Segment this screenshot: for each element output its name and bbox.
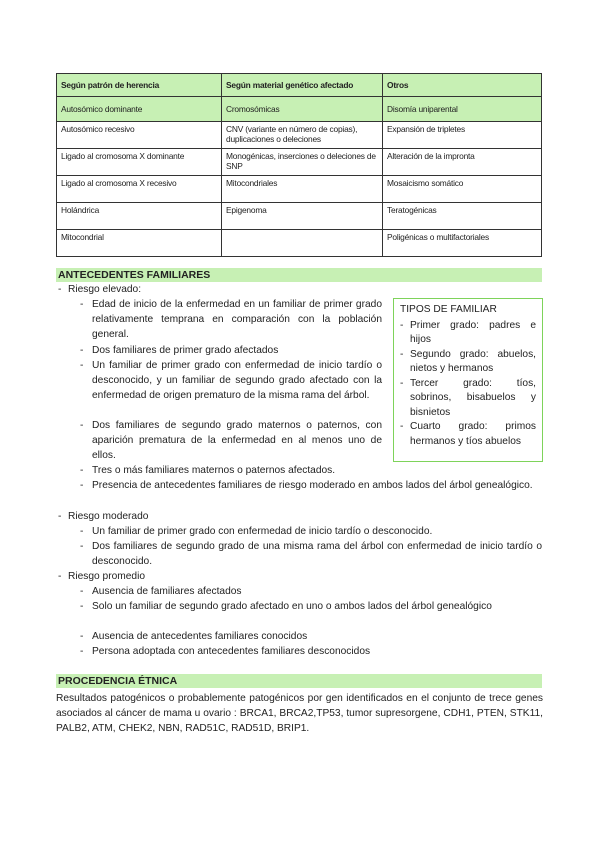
list-item: - Segundo grado: abuelos, nietos y hermanos	[400, 348, 536, 374]
section-title-antecedentes: ANTECEDENTES FAMILIARES	[56, 268, 542, 282]
list-item: - Tercer grado: tíos, sobrinos, bisabuelos y bisnietos	[400, 377, 536, 418]
table-row	[57, 230, 542, 257]
table-cell: Teratogénicas	[383, 203, 542, 230]
table-cell: Monogénicas, inserciones o deleciones de SNP	[222, 149, 383, 176]
list-item: - Dos familiares de segundo grado maternos o paternos, con aparición prematura de la enfermedad en al menos uno de ellos.	[80, 420, 382, 461]
table-cell: Holándrica	[57, 203, 222, 230]
list-item: - Presencia de antecedentes familiares de riesgo moderado en ambos lados del árbol genealógico.	[80, 480, 533, 491]
list-item: - Solo un familiar de segundo grado afectado en uno o ambos lados del árbol genealógico	[80, 601, 492, 612]
list-item: - Cuarto grado: primos hermanos y tíos abuelos	[400, 421, 536, 447]
inheritance-table	[56, 73, 542, 257]
table-header-cell: Otros	[383, 74, 542, 97]
table-header-cell: Según material genético afectado	[222, 74, 383, 97]
table-cell: Mitocondriales	[222, 176, 383, 203]
risk-label: Riesgo elevado:	[68, 284, 142, 295]
table-cell: Autosómico dominante	[57, 97, 222, 122]
list-dash: -	[58, 284, 62, 295]
table-cell: Autosómico recesivo	[57, 122, 222, 149]
table-row	[57, 149, 542, 176]
table-header-row	[57, 74, 542, 97]
list-item: - Ausencia de familiares afectados	[80, 586, 242, 597]
risk-label: Riesgo promedio	[68, 571, 146, 582]
table-cell: Expansión de tripletes	[383, 122, 542, 149]
table-cell: Ligado al cromosoma X dominante	[57, 149, 222, 176]
list-item: - Edad de inicio de la enfermedad en un familiar de primer grado relativamente temprana en comparación con la población general.	[80, 299, 382, 340]
ethnic-paragraph: Resultados patogénicos o probablemente patogénicos por gen identificados en el conjunto de trece genes asociados al cáncer de mama u ovario : BRCA1, BRCA2,TP53, tumor supresorgene, CDH1, PTEN, STK11, PALB2, ATM, CHEK2, NBN, RAD51C, RAD51D, BRIP1.	[56, 693, 543, 734]
section-title-etnica: PROCEDENCIA ÉTNICA	[56, 674, 542, 688]
risk-label: Riesgo moderado	[68, 511, 149, 522]
table-row	[57, 97, 542, 122]
list-item: - Primer grado: padres e hijos	[400, 319, 536, 345]
table-cell: Epigenoma	[222, 203, 383, 230]
family-types-box	[393, 298, 543, 462]
list-item: - Persona adoptada con antecedentes familiares desconocidos	[80, 646, 371, 657]
table-header-cell: Según patrón de herencia	[57, 74, 222, 97]
list-item: - Un familiar de primer grado con enfermedad de inicio tardío o desconocido, y un familiar de segundo grado afectado con la enfermedad de origen prematuro de la misma rama del árbol.	[80, 360, 382, 401]
table-row	[57, 122, 542, 149]
table-cell: Ligado al cromosoma X recesivo	[57, 176, 222, 203]
box-title: TIPOS DE FAMILIAR	[400, 304, 497, 315]
table-cell: Poligénicas o multifactoriales	[383, 230, 542, 257]
table-cell: Mitocondrial	[57, 230, 222, 257]
table-cell	[222, 230, 383, 257]
table-row	[57, 203, 542, 230]
list-item: - Tres o más familiares maternos o paternos afectados.	[80, 465, 336, 476]
list-item: - Dos familiares de primer grado afectados	[80, 345, 279, 356]
list-item: - Dos familiares de segundo grado de una misma rama del árbol con enfermedad de inicio tardío o desconocido.	[80, 541, 542, 567]
table-cell: CNV (variante en número de copias), duplicaciones o deleciones	[222, 122, 383, 149]
table-row	[57, 176, 542, 203]
list-item: - Ausencia de antecedentes familiares conocidos	[80, 631, 308, 642]
table-cell: Alteración de la impronta	[383, 149, 542, 176]
table-cell: Cromosómicas	[222, 97, 383, 122]
table-cell: Disomía uniparental	[383, 97, 542, 122]
document-page: Según patrón de herencia Según material genético afectado Otros Autosómico dominante Cromosómicas Disomía uniparental Autosómico recesivo CNV (variante en número de copias), duplicaciones o deleciones Expansión de tripletes Ligado al cromosoma X dominante Monogénicas, inserciones o deleciones de SNP Alteración de la impronta Ligado al cromosoma X recesivo Mitocondriales Mosaicismo somático Holándrica Epigenoma Teratogénicas Mitocondrial Poligénicas o multifactoriales ANTECEDENTES FAMILIARES - Riesgo elevado: - Edad de inicio de la enfermedad en un familiar de primer grado relativamente temprana en comparación con la población general. - Dos familiares de primer grado afectados - Un familiar de primer grado con enfermedad de inicio tardío o desconocido, y un familiar de segundo grado afectado con la enfermedad de origen prematuro de la misma rama del árbol. - Dos familiares de segundo grado maternos o paternos, con aparición prematura de la enfermedad en al menos uno de ellos. - Tres o más familiares maternos o paternos afectados. - Presencia de antecedentes familiares de riesgo moderado en ambos lados del árbol genealógico. TIPOS DE FAMILIAR - Primer grado: padres e hijos - Segundo grado: abuelos, nietos y hermanos - Tercer grado: tíos, sobrinos, bisabuelos y bisnietos - Cuarto grado: primos hermanos y tíos abuelos - Riesgo moderado - Un familiar de primer grado con enfermedad de inicio tardío o desconocido. - Dos familiares de segundo grado de una misma rama del árbol con enfermedad de inicio tardío o desconocido. - Riesgo promedio - Ausencia de familiares afectados - Solo un familiar de segundo grado afectado en uno o ambos lados del árbol genealógico - Ausencia de antecedentes familiares conocidos - Persona adoptada con antecedentes familiares desconocidos PROCEDENCIA ÉTNICA Resultados patogénicos o probablemente patogénicos por gen identificados en el conjunto de trece genes asociados al cáncer de mama u ovario : BRCA1, BRCA2,TP53, tumor supresorgene, CDH1, PTEN, STK11, PALB2, ATM, CHEK2, NBN, RAD51C, RAD51D, BRIP1.	[0, 0, 599, 848]
table-cell: Mosaicismo somático	[383, 176, 542, 203]
list-item: - Un familiar de primer grado con enfermedad de inicio tardío o desconocido.	[80, 526, 433, 537]
